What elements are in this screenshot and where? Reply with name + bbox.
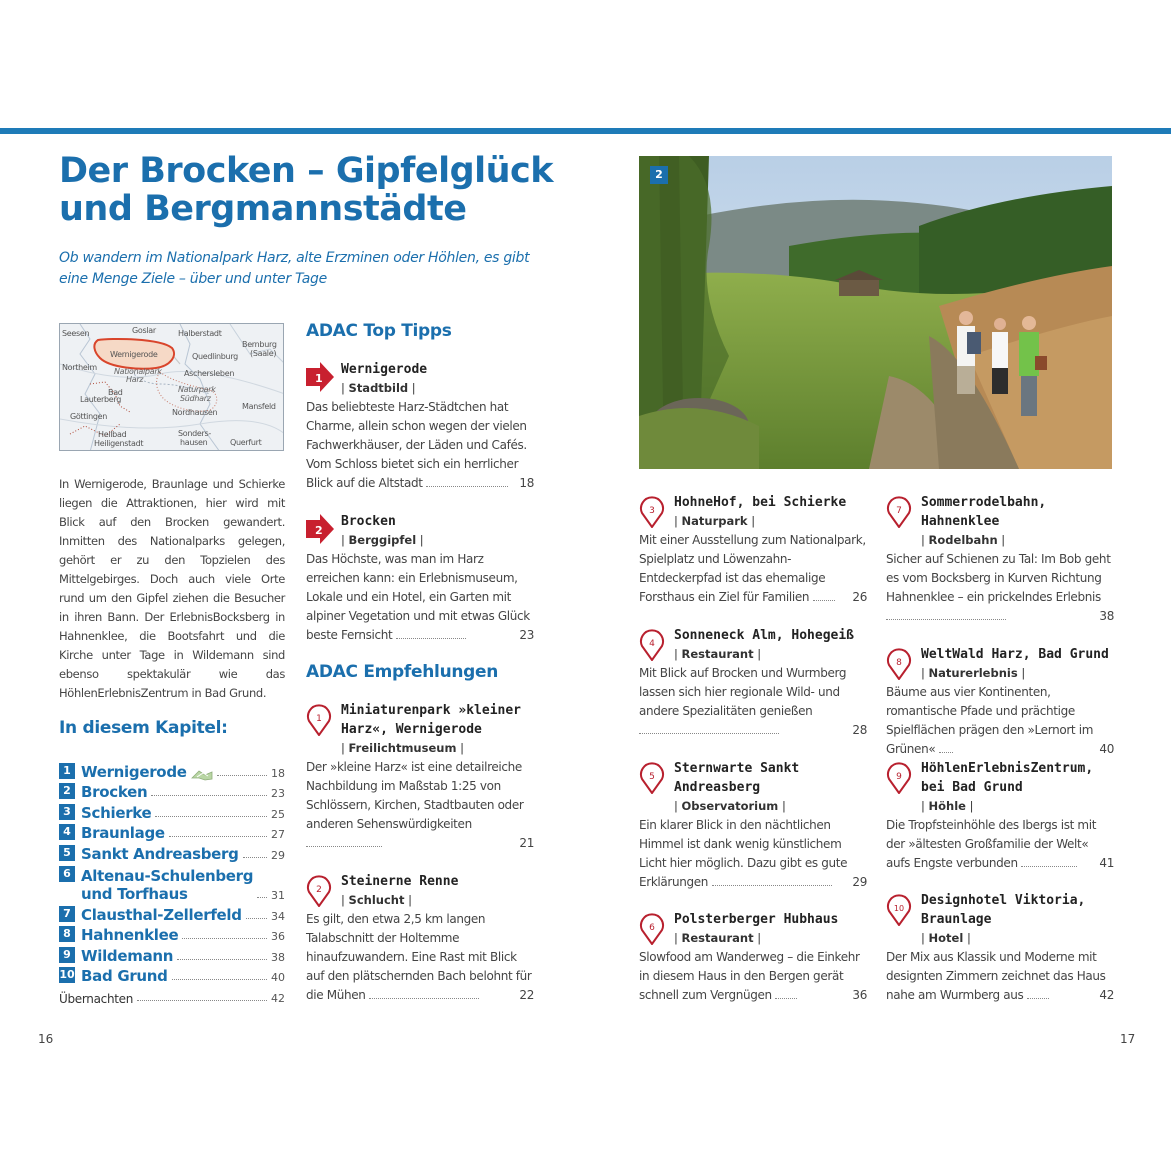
chapter-page: 40	[271, 971, 285, 985]
chapter-label: Sankt Andreasberg	[81, 844, 239, 863]
entry-page: 21	[519, 836, 534, 850]
map-label-bernburg: Bernburg	[242, 340, 277, 349]
title-line-2: und Bergmannstädte	[59, 189, 467, 229]
recommendation-entry	[639, 759, 867, 892]
badge-number: 3	[649, 506, 655, 516]
entry-page: 26	[852, 590, 867, 604]
entry-text	[639, 816, 867, 892]
chapter-page: 25	[271, 807, 285, 821]
top-tipp-badge-icon	[306, 514, 334, 544]
entry-title-line2: bei Bad Grund	[921, 780, 1023, 795]
chapter-label: Hahnenklee	[81, 926, 179, 945]
entry-page: 40	[1099, 742, 1114, 756]
chapter-number: 3	[59, 804, 75, 820]
chapter-label: Schierke	[81, 803, 152, 822]
entry-description: Mit einer Ausstellung zum Nationalpark, Spielplatz und Löwenzahn-Entdeckerpfad ist das ehemalige Forsthaus ein Ziel für Familien	[639, 533, 866, 604]
chapter-page: 18	[271, 766, 285, 780]
entry-title: Sonneneck Alm, Hohegeiß	[674, 628, 855, 643]
entry-type: | Berggipfel |	[341, 533, 424, 547]
leader-dots	[257, 897, 267, 898]
entry-title-line2: Hahnenklee	[921, 514, 1000, 529]
entry-description: Es gilt, den etwa 2,5 km langen Talabschnitt der Holtemme hinaufzuwandern. Eine Rast mit Blick auf den plätschernden Bach belohnt für die Mühen	[306, 912, 532, 1002]
entry-title-line2: Harz«, Wernigerode	[341, 722, 482, 737]
entry-title: Brocken	[341, 514, 396, 529]
chapter-number: 8	[59, 926, 75, 942]
chapter-number: 6	[59, 866, 75, 882]
chapter-list	[59, 760, 285, 1006]
chapter-label: Altenau-Schulenberg	[81, 866, 254, 885]
entry-text	[306, 758, 534, 853]
entry-text	[306, 910, 534, 1005]
map-label-naturpark: Naturpark	[178, 385, 216, 394]
map-label-quedlinburg: Quedlinburg	[192, 352, 238, 361]
entry-type: | Naturpark |	[674, 514, 756, 528]
entry-title: HöhlenErlebnisZentrum,	[921, 761, 1094, 776]
leader-dots	[217, 775, 267, 776]
entry-type: | Höhle |	[921, 799, 974, 813]
map-pin-icon	[639, 762, 665, 794]
brocken-hiking-photo	[639, 156, 1112, 469]
entry-description: Der Mix aus Klassik und Moderne mit designten Zimmern zeichnet das Haus nahe am Wurmberg aus	[886, 950, 1106, 1002]
overview-map	[59, 323, 284, 451]
chapter-item[interactable]	[59, 903, 285, 924]
top-rule	[0, 128, 1171, 134]
chapter-number: 1	[59, 763, 75, 779]
entry-title: Steinerne Renne	[341, 874, 459, 889]
map-label-halberstadt: Halberstadt	[178, 329, 222, 338]
chapter-item[interactable]	[59, 822, 285, 843]
chapter-item[interactable]	[59, 801, 285, 822]
entry-description: Ein klarer Blick in den nächtlichen Himmel ist dank wenig künstlichem Licht hier möglich. Dazu gibt es gute Erklärungen	[639, 818, 848, 889]
recommendation-entry	[639, 910, 867, 1005]
map-label-mansfeld: Mansfeld	[242, 402, 276, 411]
map-label-nordhausen: Nordhausen	[172, 408, 218, 417]
chapter-label: Braunlage	[81, 824, 165, 843]
map-label-wernigerode: Wernigerode	[110, 350, 158, 359]
chapter-item-uebernachten[interactable]	[59, 985, 285, 1006]
map-label-querfurt: Querfurt	[230, 438, 262, 447]
badge-number: 9	[896, 772, 902, 782]
page-title	[59, 152, 579, 228]
map-label-northeim: Northeim	[62, 363, 97, 372]
badge-number: 1	[316, 714, 322, 724]
chapter-number: 5	[59, 845, 75, 861]
leader-dots	[306, 837, 382, 847]
leader-dots	[886, 610, 1006, 620]
entry-text	[886, 948, 1114, 1005]
chapter-page: 27	[271, 828, 285, 842]
entry-type-label: Hotel	[928, 931, 964, 945]
entry-page: 22	[519, 988, 534, 1002]
entry-type: | Stadtbild |	[341, 381, 416, 395]
badge-number: 1	[315, 372, 323, 385]
entry-text	[886, 683, 1114, 759]
entry-text	[886, 816, 1114, 873]
badge-number: 8	[896, 658, 902, 668]
entry-type-label: Naturerlebnis	[928, 666, 1018, 680]
leader-dots	[1027, 989, 1049, 999]
chapter-item[interactable]	[59, 760, 285, 781]
title-line-1: Der Brocken – Gipfelglück	[59, 151, 554, 191]
chapter-number: 9	[59, 947, 75, 963]
entry-description: Das Höchste, was man im Harz erreichen kann: ein Erlebnismuseum, Lokale und ein Hotel, ein Garten mit alpiner Vegetation und mit etwas Glück beste Fernsicht	[306, 552, 530, 642]
map-pin-icon	[306, 704, 332, 736]
entry-type: | Restaurant |	[674, 647, 762, 661]
chapter-page: 31	[271, 888, 285, 902]
chapter-label: Wernigerode	[81, 762, 187, 781]
leader-dots	[426, 477, 508, 487]
map-label-harz: Harz	[126, 375, 144, 384]
badge-number: 5	[649, 772, 655, 782]
map-label-suedharz: Südharz	[180, 394, 211, 403]
entry-type-label: Restaurant	[681, 931, 754, 945]
entry-description: Der »kleine Harz« ist eine detailreiche Nachbildung im Maßstab 1:25 von Schlössern, Kirchen, Stadtbauten oder anderen Sehenswürdigkeiten	[306, 760, 524, 831]
entry-title: Wernigerode	[341, 362, 428, 377]
entry-title: WeltWald Harz, Bad Grund	[921, 647, 1109, 662]
entry-description: Sicher auf Schienen zu Tal: Im Bob geht es vom Bocksberg in Kurven Richtung Hahnenklee – ein prickelndes Erlebnis	[886, 552, 1111, 604]
entry-text	[639, 531, 867, 607]
map-label-nationalpark: Nationalpark	[114, 367, 162, 376]
chapter-page: 23	[271, 787, 285, 801]
map-label-saale: (Saale)	[250, 349, 277, 358]
entry-type: | Schlucht |	[341, 893, 412, 907]
top-tipp-entry	[306, 360, 534, 493]
leader-dots	[182, 938, 267, 939]
badge-number: 2	[315, 524, 323, 537]
chapter-page: 42	[271, 991, 285, 1005]
leader-dots	[712, 876, 832, 886]
badge-number: 7	[896, 506, 902, 516]
map-pin-icon	[306, 875, 332, 907]
chapter-label: Bad Grund	[81, 967, 168, 986]
chapter-page: 29	[271, 848, 285, 862]
entry-text	[886, 550, 1114, 626]
chapter-number: 7	[59, 906, 75, 922]
top-tipp-entry	[306, 512, 534, 645]
leader-dots	[775, 989, 797, 999]
recommendation-entry	[886, 891, 1114, 1005]
map-pin-icon	[886, 762, 912, 794]
leader-dots	[813, 591, 835, 601]
entry-type: | Naturerlebnis |	[921, 666, 1026, 680]
chapter-page: 36	[271, 930, 285, 944]
page-number-right: 17	[1120, 1032, 1136, 1046]
leader-dots	[177, 959, 267, 960]
entry-title-line2: Andreasberg	[674, 780, 761, 795]
map-label-lauterberg: Lauterberg	[80, 395, 122, 404]
chapter-page: 38	[271, 950, 285, 964]
chapter-number: 2	[59, 783, 75, 799]
chapter-item[interactable]	[59, 944, 285, 965]
map-pin-icon	[639, 629, 665, 661]
badge-number: 2	[316, 885, 322, 895]
badge-number: 6	[649, 923, 655, 933]
entry-description: Das beliebteste Harz-Städtchen hat Charme, allein schon wegen der vielen Fachwerkhäuser, der Läden und Cafés. Vom Schloss bietet sich ein herrlicher Blick auf die Altstadt	[306, 400, 527, 490]
leader-dots	[169, 836, 267, 837]
entry-type-label: Naturpark	[681, 514, 748, 528]
entry-type: | Rodelbahn |	[921, 533, 1006, 547]
entry-type: | Hotel |	[921, 931, 971, 945]
chapter-label: Übernachten	[59, 991, 134, 1006]
map-pin-icon	[639, 496, 665, 528]
map-label-goettingen: Göttingen	[70, 412, 108, 421]
top-tipp-badge-icon	[306, 362, 334, 392]
chapter-item[interactable]	[59, 863, 285, 903]
map-label-seesen: Seesen	[62, 329, 90, 338]
map-label-aschersleben: Aschersleben	[184, 369, 235, 378]
entry-title: Sommerrodelbahn,	[921, 495, 1047, 510]
map-pin-icon	[886, 894, 912, 926]
chapter-label: Wildemann	[81, 946, 174, 965]
empfehlungen-heading: ADAC Empfehlungen	[306, 662, 499, 682]
map-label-heilbad: Heilbad	[98, 430, 127, 439]
entry-title: Miniaturenpark »kleiner	[341, 703, 522, 718]
chapter-number: 4	[59, 824, 75, 840]
leader-dots	[396, 629, 466, 639]
recommendation-entry	[306, 701, 534, 853]
leader-dots	[939, 743, 953, 753]
badge-number: 10	[893, 904, 905, 913]
entry-description: Bäume aus vier Kontinenten, romantische Pfade und prächtige Spielflächen prägen den »Lernort im Grünen«	[886, 685, 1094, 756]
map-pin-icon	[886, 496, 912, 528]
chapter-item[interactable]	[59, 781, 285, 802]
subtitle: Ob wandern im Nationalpark Harz, alte Erzminen oder Höhlen, es gibt eine Menge Ziele – über und unter Tage	[59, 250, 530, 287]
leader-dots	[172, 979, 267, 980]
entry-type-label: Stadtbild	[348, 381, 409, 395]
map-label-sonders: Sonders-	[178, 429, 211, 438]
leader-dots	[639, 724, 779, 734]
entry-type-label: Rodelbahn	[928, 533, 998, 547]
entry-page: 29	[852, 875, 867, 889]
map-label-heiligenstadt: Heiligenstadt	[94, 439, 144, 448]
map-label-goslar: Goslar	[132, 326, 156, 335]
chapter-item[interactable]	[59, 924, 285, 945]
leader-dots	[246, 918, 267, 919]
entry-type-label: Freilichtmuseum	[348, 741, 457, 755]
recommendation-entry	[886, 645, 1114, 759]
entry-page: 36	[852, 988, 867, 1002]
entry-text	[306, 550, 534, 645]
chapter-number: 10	[59, 968, 75, 982]
top-tipps-heading: ADAC Top Tipps	[306, 321, 452, 341]
map-pin-icon	[886, 648, 912, 680]
entry-type: | Observatorium |	[674, 799, 786, 813]
entry-type: | Restaurant |	[674, 931, 762, 945]
chapter-item[interactable]	[59, 965, 285, 986]
entry-text	[639, 664, 867, 740]
entry-page: 38	[1099, 609, 1114, 623]
photo-number-badge: 2	[650, 166, 668, 184]
entry-type-label: Berggipfel	[348, 533, 417, 547]
chapter-heading: In diesem Kapitel:	[59, 718, 228, 738]
chapter-label: Clausthal-Zellerfeld	[81, 905, 242, 924]
entry-page: 23	[519, 628, 534, 642]
entry-type-label: Schlucht	[348, 893, 405, 907]
chapter-label: Brocken	[81, 783, 148, 802]
entry-text	[639, 948, 867, 1005]
entry-title-line2: Braunlage	[921, 912, 992, 927]
leader-dots	[155, 816, 267, 817]
recommendation-entry	[306, 872, 534, 1005]
recommendation-entry	[639, 493, 867, 607]
entry-description: Die Tropfsteinhöhle des Ibergs ist mit der »ältesten Großfamilie der Welt« aufs Engste verbunden	[886, 818, 1097, 870]
page-number-left: 16	[38, 1032, 54, 1046]
entry-text	[306, 398, 534, 493]
entry-page: 41	[1099, 856, 1114, 870]
entry-page: 18	[519, 476, 534, 490]
entry-description: Mit Blick auf Brocken und Wurmberg lassen sich hier regionale Wild- und andere Spezialitäten genießen	[639, 666, 847, 718]
entry-description: Slowfood am Wanderweg – die Einkehr in diesem Haus in den Bergen gerät schnell zum Vergnügen	[639, 950, 860, 1002]
recommendation-entry	[886, 759, 1114, 873]
chapter-page: 34	[271, 909, 285, 923]
recommendation-entry	[886, 493, 1114, 626]
leader-dots	[243, 857, 267, 858]
entry-type: | Freilichtmuseum |	[341, 741, 464, 755]
map-icon	[191, 769, 213, 781]
entry-title: Designhotel Viktoria,	[921, 893, 1086, 908]
map-label-bad: Bad	[108, 388, 123, 397]
leader-dots	[1021, 857, 1077, 867]
intro-text: In Wernigerode, Braunlage und Schierke liegen die Attraktionen, hier wird mit Blick auf den Brocken gewandert. Inmitten des Nationalparks gelegen, gehört er zu den Topzielen des Mittelgebirges. Doch auch viele Orte rund um den Gipfel ziehen die Besucher in ihren Bann. Der ErlebnisBocksberg in Hahnenklee, die Bootsfahrt und die Kirche unter Tage in Wildemann sind ebenso spektakulär wie das HöhlenErlebnisZentrum in Bad Grund.	[59, 477, 285, 700]
entry-type-label: Höhle	[928, 799, 966, 813]
recommendation-entry	[639, 626, 867, 740]
entry-title: Sternwarte Sankt	[674, 761, 800, 776]
map-label-hausen: hausen	[180, 438, 208, 447]
chapter-item[interactable]	[59, 842, 285, 863]
entry-type-label: Observatorium	[681, 799, 779, 813]
leader-dots	[137, 1000, 267, 1001]
entry-title: Polsterberger Hubhaus	[674, 912, 839, 927]
chapter-label-line2: und Torfhaus	[81, 884, 188, 903]
entry-page: 28	[852, 723, 867, 737]
entry-page: 42	[1099, 988, 1114, 1002]
leader-dots	[369, 989, 479, 999]
entry-type-label: Restaurant	[681, 647, 754, 661]
badge-number: 4	[649, 639, 655, 649]
leader-dots	[151, 795, 267, 796]
entry-title: HohneHof, bei Schierke	[674, 495, 847, 510]
map-pin-icon	[639, 913, 665, 945]
